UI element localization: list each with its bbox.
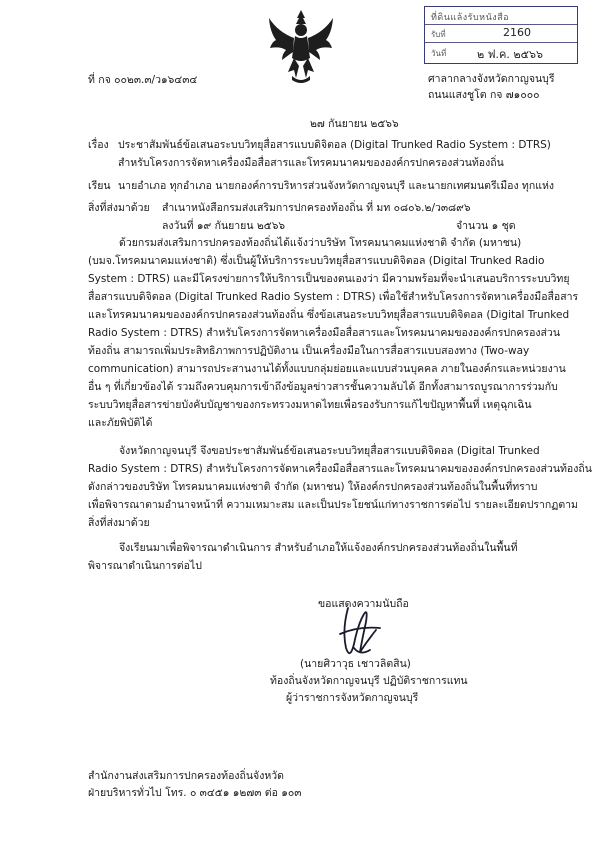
paragraph-line: ท้องถิ่น สามารถเพิ่มประสิทธิภาพการปฏิบัติงาน เป็นเครื่องมือในการสื่อสารแบบสองทาง (Two-way [88, 345, 530, 357]
paragraph-line: Radio System : DTRS) สำหรับโครงการจัดหาเครื่องมือสื่อสารและโทรคมนาคมขององค์กรปกครองส่วนท้องถิ่น [88, 463, 592, 475]
recipient-label: เรียน [88, 180, 111, 192]
signer-name: (นายศิวาวุธ เชาวลิตสิน) [300, 658, 411, 670]
letter-date: ๒๗ กันยายน ๒๕๖๖ [310, 118, 399, 130]
subject-line-1: ประชาสัมพันธ์ข้อเสนอระบบวิทยุสื่อสารแบบดิจิตอล (Digital Trunked Radio System : DTRS) [118, 139, 551, 151]
signer-position-2: ผู้ว่าราชการจังหวัดกาญจนบุรี [286, 692, 419, 704]
stamp-date: ๒ ฟ.ค. ๒๕๖๖ [477, 48, 543, 61]
closing-text: ขอแสดงความนับถือ [318, 598, 409, 610]
paragraph-line: Radio System : DTRS) สำหรับโครงการจัดหาเครื่องมือสื่อสารและโทรคมนาคมขององค์กรปกครองส่วน [88, 327, 560, 339]
body-paragraph-3 [88, 541, 538, 573]
paragraph-line: (บมจ.โทรคมนาคมแห่งชาติ) ซึ่งเป็นผู้ให้บริการระบบวิทยุสื่อสารแบบดิจิตอล (Digital Trunked Radio [88, 255, 545, 267]
paragraph-line: ด้วยกรมส่งเสริมการปกครองท้องถิ่นได้แจ้งว่าบริษัท โทรคมนาคมแห่งชาติ จำกัด (มหาชน) [119, 237, 522, 249]
subject-line-2: สำหรับโครงการจัดหาเครื่องมือสื่อสารและโทรคมนาคมขององค์กรปกครองส่วนท้องถิ่น [118, 157, 504, 169]
paragraph-line: อื่น ๆ ที่เกี่ยวข้องได้ รวมถึงควบคุมการเข้าถึงข้อมูลข่าวสารชั้นความลับได้ อีกทั้งสามารถบูรณาการร่วมกับ [88, 381, 558, 393]
enclosure-date: ลงวันที่ ๑๙ กันยายน ๒๕๖๖ [162, 220, 286, 232]
paragraph-line: ดังกล่าวของบริษัท โทรคมนาคมแห่งชาติ จำกัด (มหาชน) ให้องค์กรปกครองส่วนท้องถิ่นในพื้นที่ทราบ [88, 481, 538, 493]
garuda-emblem-icon [266, 6, 336, 84]
footer-office: สำนักงานส่งเสริมการปกครองท้องถิ่นจังหวัด [88, 770, 284, 782]
paragraph-line: และโทรคมนาคมขององค์กรปกครองส่วนท้องถิ่น ซึ่งข้อเสนอระบบวิทยุสื่อสารแบบดิจิตอล (Digital Trunked [88, 309, 570, 321]
stamp-divider [425, 42, 577, 43]
subject-label: เรื่อง [88, 139, 109, 151]
stamp-number-label: รับที่ [431, 30, 446, 39]
paragraph-line: communication) สามารถประสานงานได้ทั้งแบบกลุ่มย่อยและแบบส่วนบุคคล ภายในองค์กรและหน่วยงาน [88, 363, 566, 375]
enclosure-quantity: จำนวน ๑ ชุด [456, 220, 516, 232]
paragraph-line: จึงเรียนมาเพื่อพิจารณาดำเนินการ สำหรับอำเภอให้แจ้งองค์กรปกครองส่วนท้องถิ่นในพื้นที่ [119, 542, 518, 554]
stamp-title: ที่ดินแล้งรับหนังสือ [431, 13, 510, 23]
signer-position-1: ท้องถิ่นจังหวัดกาญจนบุรี ปฏิบัติราชการแทน [270, 675, 468, 687]
paragraph-line: System : DTRS) และมีโครงข่ายการให้บริการเป็นของตนเองว่า มีความพร้อมที่จะนำเสนอบริการระบบวิทยุ [88, 273, 570, 285]
stamp-date-label: วันที่ [431, 49, 447, 58]
reference-number: ที่ กจ ๐๐๒๓.๓/ว๑๖๔๓๔ [88, 74, 198, 86]
paragraph-line: เพื่อพิจารณาตามอำนาจหน้าที่ ความเหมาะสม และเป็นประโยชน์แก่ทางราชการต่อไป รายละเอียดปรากฏตาม [88, 499, 578, 511]
reception-stamp [424, 6, 578, 64]
paragraph-line: ระบบวิทยุสื่อสารข่ายบังคับบัญชาของกระทรวงมหาดไทยเพื่อรองรับการแก้ไขปัญหาพื้นที่ เหตุฉุกเฉิน [88, 399, 532, 411]
footer-unit-phone: ฝ่ายบริหารทั่วไป โทร. ๐ ๓๔๕๑ ๑๒๗๓ ต่อ ๑๐๓ [88, 787, 302, 799]
paragraph-line: และภัยพิบัติได้ [88, 417, 153, 429]
sender-address: ถนนแสงชูโต กจ ๗๑๐๐๐ [428, 89, 540, 101]
paragraph-line: สื่อสารแบบดิจิตอล (Digital Trunked Radio System : DTRS) เพื่อใช้สำหรับโครงการจัดหาเครื่องมือสื่อสาร [88, 291, 579, 303]
stamp-number: 2160 [503, 26, 531, 39]
enclosure-label: สิ่งที่ส่งมาด้วย [88, 202, 150, 214]
enclosure-text: สำเนาหนังสือกรมส่งเสริมการปกครองท้องถิ่น ที่ มท ๐๘๐๖.๒/ว๓๘๙๖ [162, 202, 471, 214]
paragraph-line: พิจารณาดำเนินการต่อไป [88, 560, 202, 572]
sender-name: ศาลากลางจังหวัดกาญจนบุรี [428, 73, 555, 85]
stamp-divider [425, 24, 577, 25]
paragraph-line: จังหวัดกาญจนบุรี จึงขอประชาสัมพันธ์ข้อเสนอระบบวิทยุสื่อสารแบบดิจิตอล (Digital Trunked [119, 445, 540, 457]
recipient-text: นายอำเภอ ทุกอำเภอ นายกองค์การบริหารส่วนจังหวัดกาญจนบุรี และนายกเทศมนตรีเมือง ทุกแห่ง [118, 180, 555, 192]
body-paragraph-2 [88, 444, 592, 530]
body-paragraph-1 [88, 236, 579, 430]
paragraph-line: สิ่งที่ส่งมาด้วย [88, 517, 150, 529]
